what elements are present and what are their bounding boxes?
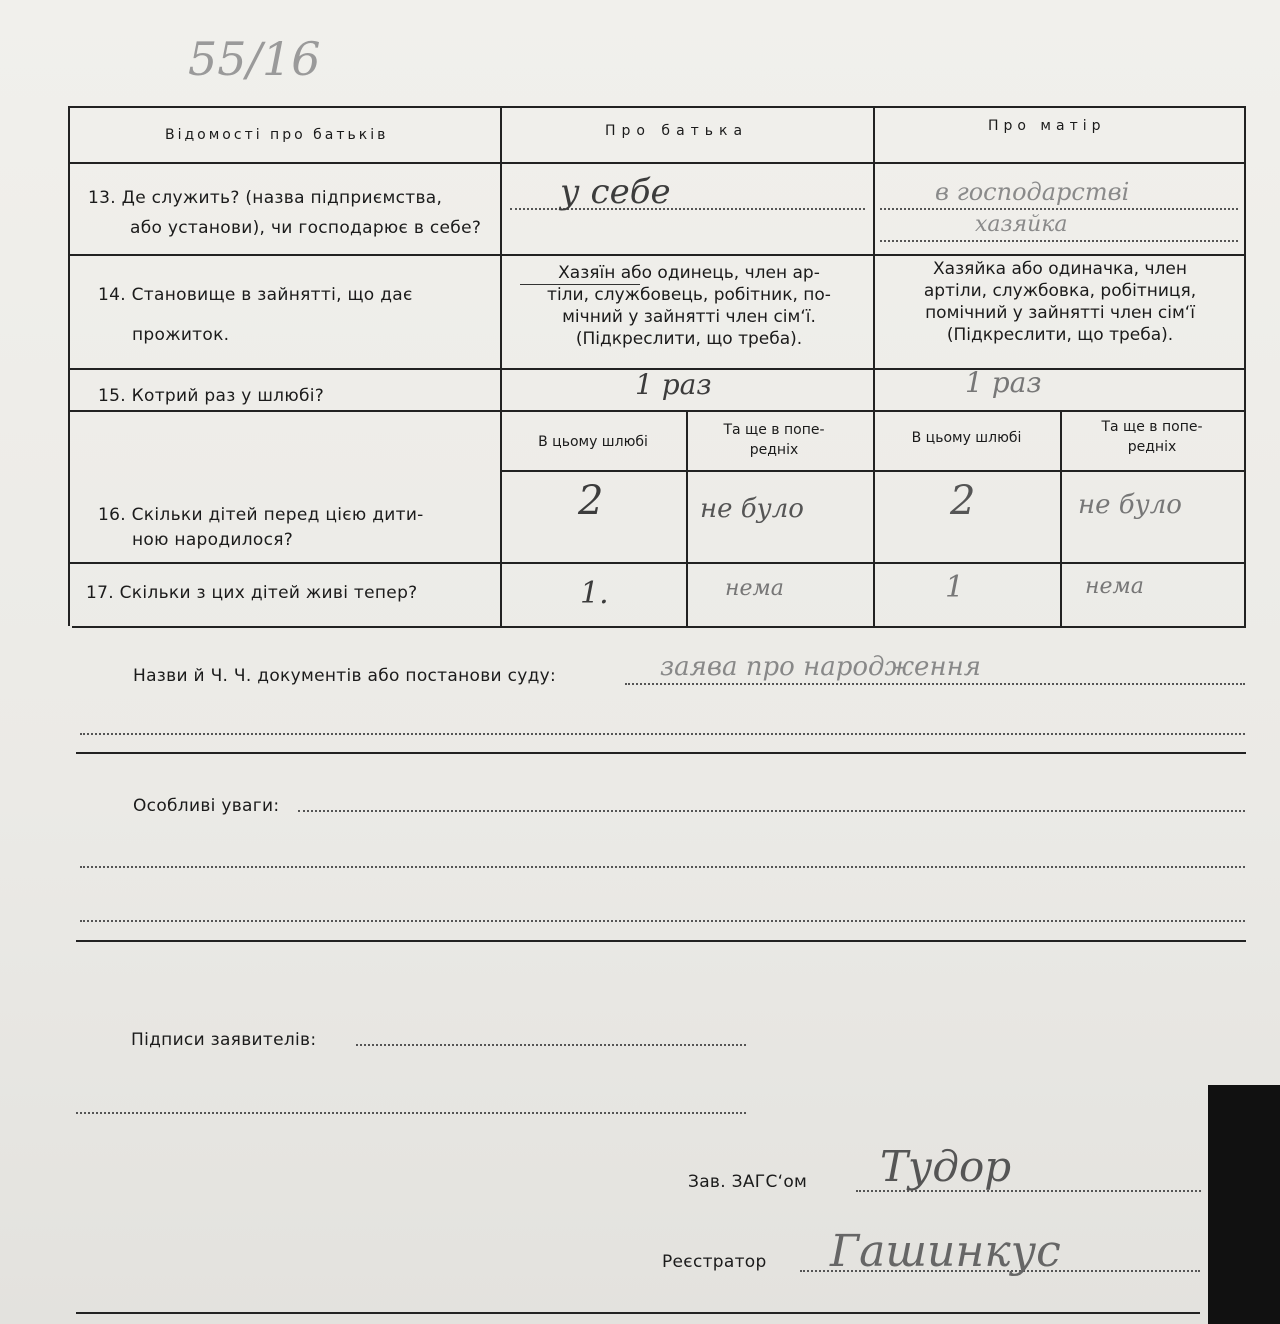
zags-label: Зав. ЗАГС‘ом xyxy=(688,1172,808,1192)
row14-mother-text xyxy=(880,258,1240,346)
row14-father-line3: мічний у зайнятті член сім‘ї. xyxy=(562,307,816,327)
row14-father-line1: Хазяїн або одинець, член ар- xyxy=(558,263,820,283)
documents-value: заява про народження xyxy=(660,652,981,682)
header-col-mother: Про матір xyxy=(988,118,1106,134)
row16-father-this-value: 2 xyxy=(578,478,604,524)
row14-father-line2: тіли, службовець, робітник, по- xyxy=(547,285,831,305)
documents-label: Назви й Ч. Ч. документів або постанови суду: xyxy=(133,666,557,686)
scan-dark-edge xyxy=(1208,1085,1280,1324)
signatures-label: Підписи заявителів: xyxy=(131,1030,317,1050)
sub-mother-previous-line2: редніх xyxy=(1127,439,1177,455)
row14-mother-line2: артіли, службовка, робітниця, xyxy=(923,281,1197,301)
row15-mother-value: 1 раз xyxy=(965,366,1042,399)
row16-mother-this-value: 2 xyxy=(950,478,976,524)
row16-mother-prev-value: не було xyxy=(1078,490,1182,520)
remarks-label: Особливі уваги: xyxy=(133,796,280,816)
row15-father-value: 1 раз xyxy=(635,368,712,401)
row13-mother-value-line1: в господарстві xyxy=(935,178,1130,206)
row13-label-line2: або установи), чи господарює в себе? xyxy=(130,218,482,238)
row16-father-prev-value: не було xyxy=(700,494,804,524)
header-col-info: Відомості про батьків xyxy=(165,127,389,143)
header-col-father: Про батька xyxy=(605,123,749,139)
row17-father-prev-value: нема xyxy=(725,576,784,601)
sub-mother-this-marriage: В цьому шлюбі xyxy=(911,430,1022,446)
row13-father-value: у себе xyxy=(560,172,671,212)
row14-father-text xyxy=(510,262,868,350)
row17-mother-prev-value: нема xyxy=(1085,574,1144,599)
row14-mother-line3: помічний у зайнятті член сім‘ї xyxy=(925,303,1195,323)
row14-mother-line1: Хазяйка або одиначка, член xyxy=(933,259,1187,279)
row13-mother-value-line2: хазяйка xyxy=(975,212,1068,237)
sub-father-previous-line2: редніх xyxy=(749,442,799,458)
registrar-label: Реєстратор xyxy=(662,1252,767,1272)
registrar-signature: Гашинкус xyxy=(830,1226,1061,1277)
row17-father-this-value: 1. xyxy=(580,576,609,611)
sub-father-this-marriage: В цьому шлюбі xyxy=(538,434,648,450)
row17-label: 17. Скільки з цих дітей живі тепер? xyxy=(86,583,418,603)
row16-label-line2: ною народилося? xyxy=(132,530,294,550)
row16-label-line1: 16. Скільки дітей перед цією дити- xyxy=(98,505,424,525)
sub-mother-previous-line1: Та ще в попе- xyxy=(1101,419,1203,435)
sub-father-previous-line1: Та ще в попе- xyxy=(723,422,825,438)
row14-label-line2: прожиток. xyxy=(132,325,230,345)
top-handwritten-note: 55/16 xyxy=(188,32,321,86)
row14-label-line1: 14. Становище в зайнятті, що дає xyxy=(98,285,413,305)
row13-label-line1: 13. Де служить? (назва підприємства, xyxy=(88,188,443,208)
row14-father-line4: (Підкреслити, що треба). xyxy=(575,329,803,349)
row15-label: 15. Котрий раз у шлюбі? xyxy=(98,386,325,406)
row17-mother-this-value: 1 xyxy=(945,570,965,605)
zags-signature: Тудор xyxy=(880,1142,1012,1191)
sub-father-previous xyxy=(688,420,860,460)
row14-mother-line4: (Підкреслити, що треба). xyxy=(946,325,1174,345)
sub-mother-previous xyxy=(1062,417,1242,457)
